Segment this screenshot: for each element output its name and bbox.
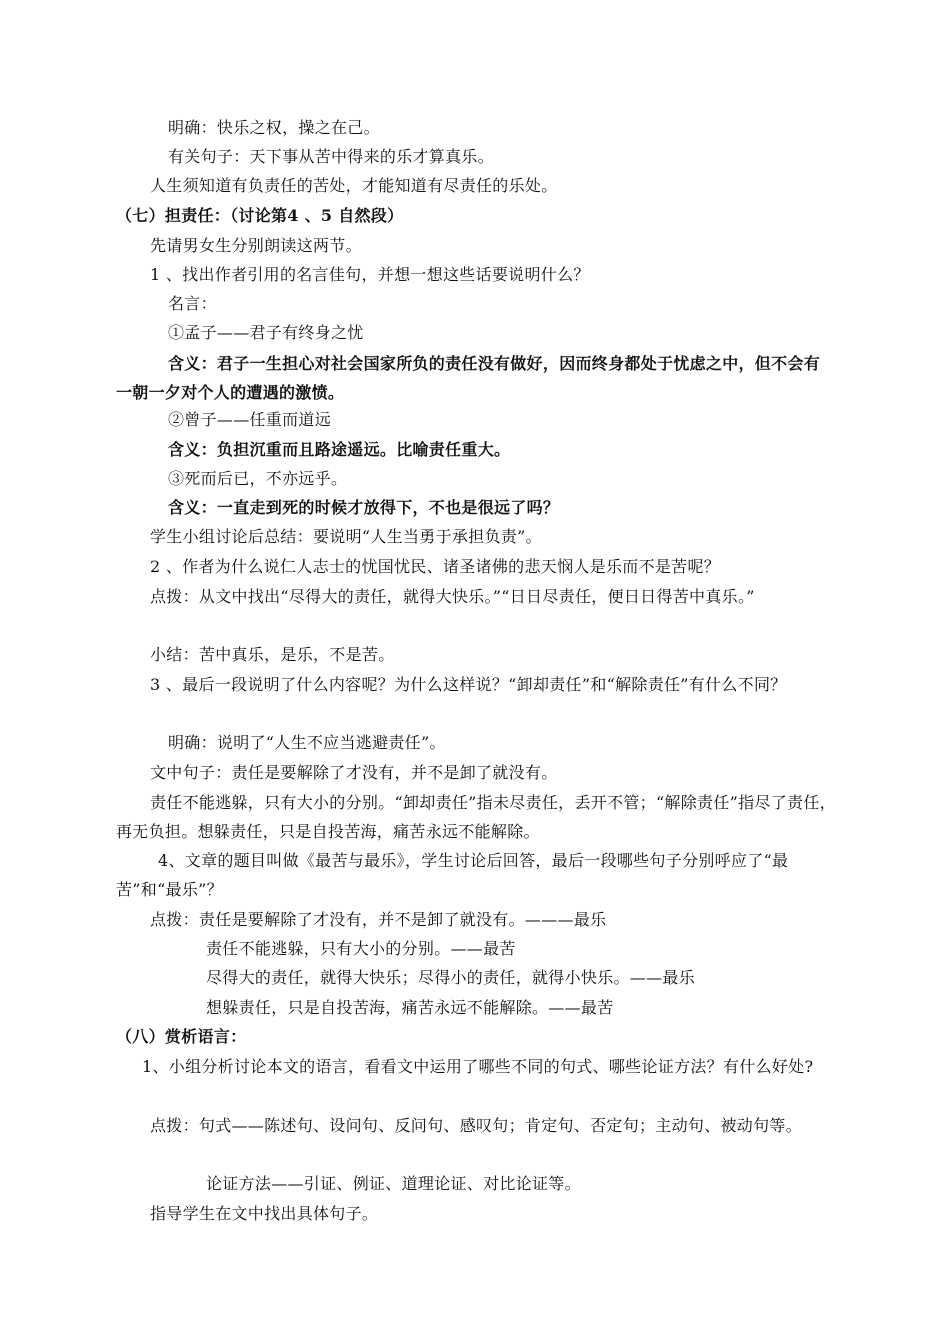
hint-line: 责任不能逃躲，只有大小的分别。——最苦 (206, 939, 516, 958)
text-line: 人生须知道有负责任的苦处，才能知道有尽责任的乐处。 (150, 176, 558, 195)
section-heading-8: （八）赏析语言： (116, 1027, 247, 1046)
section-heading-7: （七）担责任：（讨论第4 、5 自然段） (116, 206, 404, 225)
quote-item: ③死而后已，不亦远乎。 (168, 469, 348, 488)
text-line: 文中句子：责任是要解除了才没有，并不是卸了就没有。 (150, 763, 558, 782)
summary-line: 小结：苦中真乐，是乐，不是苦。 (150, 645, 395, 664)
hint-paragraph: 点拨：句式——陈述句、设问句、反问句、感叹句；肯定句、否定句；主动句、被动句等。 (150, 1116, 803, 1135)
question-5: 1、小组分析讨论本文的语言，看看文中运用了哪些不同的句式、哪些论证方法？有什么好处? (142, 1057, 814, 1076)
hint-line: 想躲责任，只是自投苦海，痛苦永远不能解除。——最苦 (206, 998, 614, 1017)
meaning-line: 含义：负担沉重而且路途遥远。比喻责任重大。 (168, 440, 511, 459)
text-line: 名言： (168, 294, 217, 313)
question-3: 3 、最后一段说明了什么内容呢？为什么这样说？“卸却责任”和“解除责任”有什么不同？ (150, 675, 787, 694)
text-paragraph: 责任不能逃躲，只有大小的分别。“卸却责任”指未尽责任，丢开不管；“解除责任”指尽了责任，再无负担。想躲责任，只是自投苦海，痛苦永远不能解除。 (116, 793, 836, 841)
summary-line: 学生小组讨论后总结：要说明“人生当勇于承担负责”。 (150, 527, 542, 546)
quote-item: ②曾子——任重而道远 (168, 410, 332, 429)
hint-line: 论证方法——引证、例证、道理论证、对比论证等。 (206, 1174, 581, 1193)
question-2: 2 、作者为什么说仁人志士的忧国忧民、诸圣诸佛的悲天悯人是乐而不是苦呢？ (150, 557, 721, 576)
hint-line: 点拨：责任是要解除了才没有，并不是卸了就没有。———最乐 (150, 910, 607, 929)
related-sentence-line: 有关句子：天下事从苦中得来的乐才算真乐。 (168, 147, 495, 166)
meaning-line: 含义：一直走到死的时候才放得下，不也是很远了吗？ (168, 498, 560, 517)
question-1: 1 、找出作者引用的名言佳句，并想一想这些话要说明什么？ (150, 265, 590, 284)
hint-line: 尽得大的责任，就得大快乐；尽得小的责任，就得小快乐。——最乐 (206, 968, 696, 987)
quote-item: ①孟子——君子有终身之忧 (168, 323, 364, 342)
clarify-line: 明确：快乐之权，操之在己。 (168, 118, 380, 137)
hint-paragraph: 点拨：从文中找出“尽得大的责任，就得大快乐。”“日日尽责任，便日日得苦中真乐。” (150, 587, 755, 606)
question-4: 4、文章的题目叫做《最苦与最乐》，学生讨论后回答，最后一段哪些句子分别呼应了“最苦”和“最乐”？ (116, 851, 789, 899)
text-line: 先请男女生分别朗读这两节。 (150, 236, 362, 255)
meaning-paragraph: 含义：君子一生担心对社会国家所负的责任没有做好，因而终身都处于忧虑之中，但不会有一朝一夕对个人的遭遇的激愤。 (116, 354, 821, 402)
text-line: 指导学生在文中找出具体句子。 (150, 1204, 379, 1223)
clarify-line: 明确：说明了“人生不应当逃避责任”。 (168, 733, 446, 752)
